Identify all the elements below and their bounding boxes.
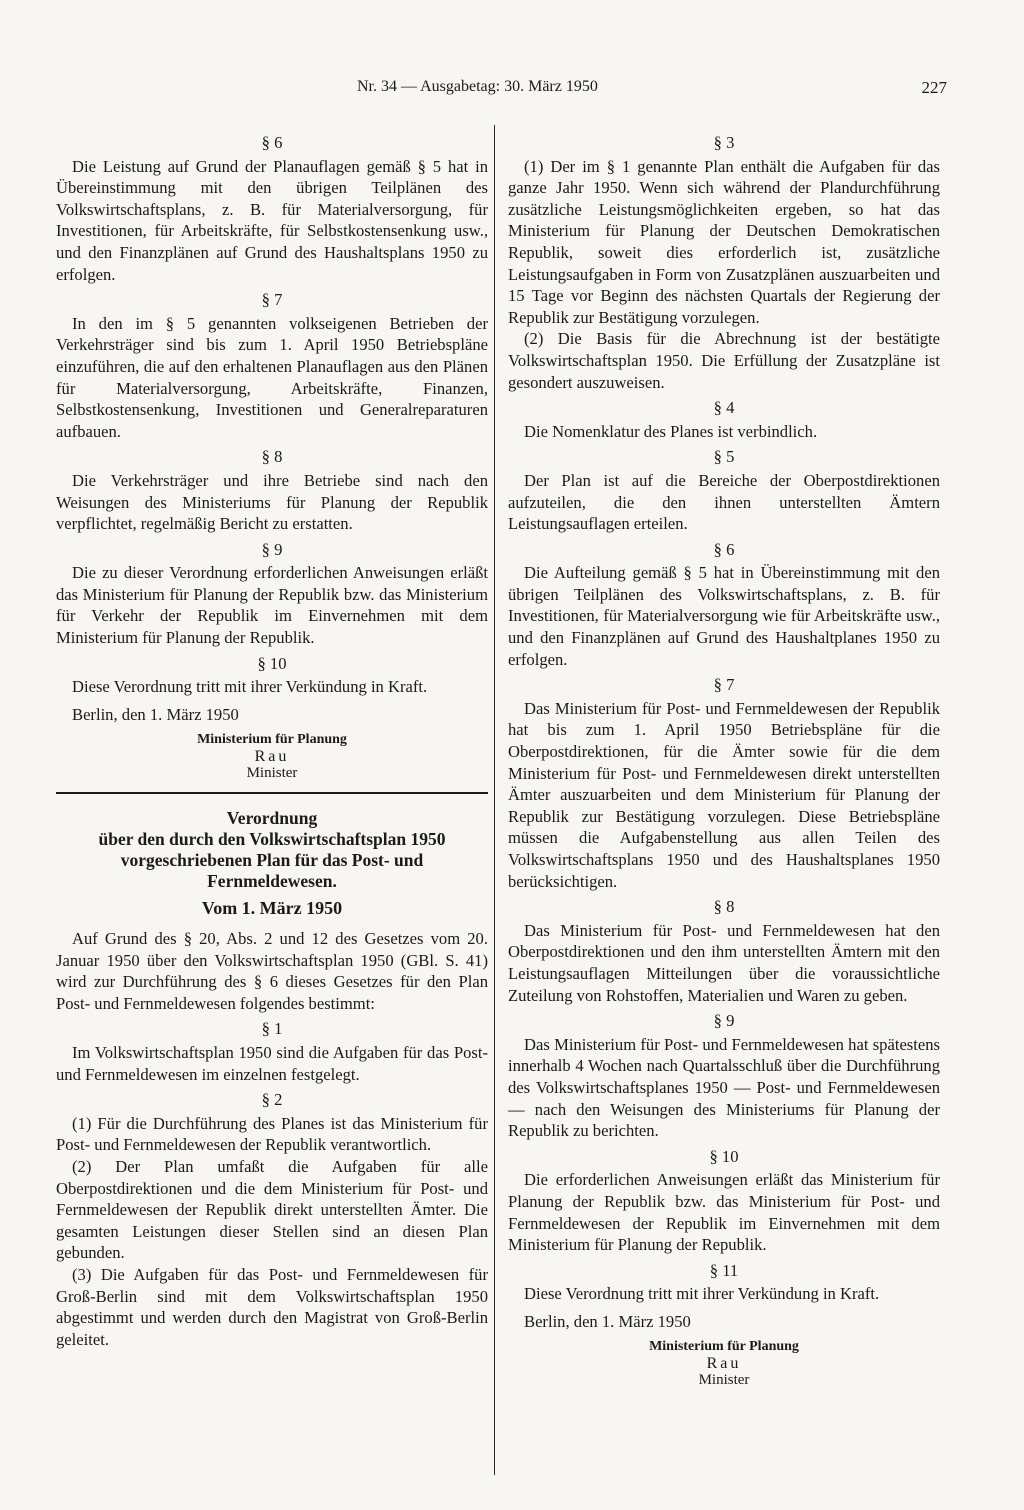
section-heading: § 2 [261,1090,283,1110]
separator-rule [56,792,488,794]
section-text: In den im § 5 genannten volkseigenen Betrieben der Verkehrsträger sind bis zum 1. April 1950 Betriebspläne einzuführen, die auf den erhaltenen Planauflagen aus den Plänen für Materialversorgung, Arbeitskräfte, Finanzen, Selbstkostensenkung, Investitionen und Generalreparaturen aufbauen. [56,313,488,441]
ordinance-title-line1: Verordnung [226,808,318,829]
place-date: Berlin, den 1. März 1950 [72,704,239,724]
section-text: Das Ministerium für Post- und Fernmeldewesen der Republik hat bis zum 1. April 1950 Betriebspläne für die Oberpostdirektionen, für die Ämter sowie für die dem Ministerium für Post- und Fernmeldewesen direkt unterstellten Ämter auszuarbeiten und dem Ministerium für Planung der Republik zur Bestätigung vorzulegen. Diese Betriebspläne müssen die Aufgabenstellung aus allen Teilen des Volkswirtschaftsplans 1950 und des Haushaltsplanes 1950 berücksichtigen. [508,698,940,891]
section-heading: § 3 [713,133,735,152]
signature-title: Minister [698,1372,750,1389]
section-text: Die Verkehrsträger und ihre Betriebe sind nach den Weisungen des Ministeriums für Planung der Republik verpflichtet, regelmäßig Bericht zu erstatten. [56,470,488,534]
section-text: Die zu dieser Verordnung erforderlichen Anweisungen erläßt das Ministerium für Planung der Republik bzw. das Ministerium für Verkehr der Republik im Einvernehmen mit dem Ministerium für Planung der Republik. [56,563,488,648]
ordinance-title-line2: über den durch den Volkswirtschaftsplan 1950 vorgeschriebenen Plan für das Post- und Fernmeldewesen. [98,829,446,892]
column-divider [494,125,495,1475]
signature-title: Minister [246,765,298,782]
section-text: Die erforderlichen Anweisungen erläßt das Ministerium für Planung der Republik bzw. das Ministerium für Post- und Fernmeldewesen der Republik im Einvernehmen mit dem Ministerium für Planung der Republik. [508,1170,940,1255]
section-heading: § 11 [709,1260,739,1280]
section-text: Die Leistung auf Grund der Planauflagen gemäß § 5 hat in Übereinstimmung mit den übrigen Teilplänen des Volkswirtschaftsplans, z. B. für Materialversorgung, für Investitionen, für Arbeitskräfte, für Selbstkostensenkung usw., und den Finanzplänen auf Grund des Haushaltsplans 1950 zu erfolgen. [56,156,488,284]
left-column [56,128,488,1350]
section-heading: § 10 [257,653,287,673]
signature-name: Rau [706,1355,742,1373]
section-text: (2) Der Plan umfaßt die Aufgaben für alle Oberpostdirektionen und die dem Ministerium für Post- und Fernmeldewesen der Republik direkt unterstellten Ämter. Die gesamten Leistungen dieser Stellen sind an diesen Plan gebunden. [56,1156,488,1263]
signature-name: Rau [254,748,290,766]
signature-org: Ministerium für Planung [649,1339,799,1355]
section-heading: § 1 [261,1019,283,1039]
section-heading: § 5 [713,447,735,467]
ordinance-title [56,808,488,892]
section-heading: § 8 [261,447,283,467]
signature-block [508,1338,940,1389]
section-text: Die Aufteilung gemäß § 5 hat in Übereinstimmung mit den übrigen Teilplänen des Volkswirtschaftsplans, z. B. für Investitionen, für Materialversorgung wie für Arbeitskräfte usw., und den Finanzplänen auf Grund des Haushaltplanes 1950 zu erfolgen. [508,563,940,669]
section-text: Diese Verordnung tritt mit ihrer Verkündung in Kraft. [72,677,428,697]
section-heading: § 6 [713,539,735,559]
right-column [508,128,940,1395]
section-text: Der Plan ist auf die Bereiche der Oberpostdirektionen aufzuteilen, die den ihnen unterstellten Ämtern Leistungsauflagen erteilen. [508,470,940,534]
section-heading: § 4 [713,398,735,418]
signature-org: Ministerium für Planung [197,732,347,748]
section-heading: § 8 [713,897,735,917]
preamble-text: Auf Grund des § 20, Abs. 2 und 12 des Gesetzes vom 20. Januar 1950 über den Volkswirtschaftsplan 1950 (GBl. S. 41) wird zur Durchführung des § 6 dieses Gesetzes für den Plan Post- und Fernmeldewesen folgendes bestimmt: [56,929,488,1013]
section-heading: § 6 [261,133,283,152]
section-text: (2) Die Basis für die Abrechnung ist der bestätigte Volkswirtschaftsplan 1950. Die Erfüllung der Zusatzpläne ist gesondert auszuweisen. [508,329,940,392]
section-heading: § 10 [709,1146,739,1166]
section-text: Die Nomenklatur des Planes ist verbindlich. [524,421,818,441]
section-text: (3) Die Aufgaben für das Post- und Fernmeldewesen für Groß-Berlin sind mit dem Volkswirtschaftsplan 1950 abgestimmt und werden durch den Magistrat von Groß-Berlin geleitet. [56,1264,488,1349]
section-text: Diese Verordnung tritt mit ihrer Verkündung in Kraft. [524,1284,880,1304]
section-text: (1) Der im § 1 genannte Plan enthält die Aufgaben für das ganze Jahr 1950. Wenn sich während der Plandurchführung zusätzliche Leistungsmöglichkeiten ergeben, so hat das Ministerium für Planung der Deutschen Demokratischen Republik, soweit dies erforderlich ist, zusätzliche Leistungsaufgaben in Form von Zusatzplänen auszuarbeiten und 15 Tage vor Beginn des nächsten Quartals der Regierung der Republik zur Bestätigung vorzulegen. [508,156,940,327]
section-text: (1) Für die Durchführung des Planes ist das Ministerium für Post- und Fernmeldewesen der Republik verantwortlich. [56,1113,488,1155]
section-text: Im Volkswirtschaftsplan 1950 sind die Aufgaben für das Post- und Fernmeldewesen im einzelnen festgelegt. [56,1043,488,1084]
section-text: Das Ministerium für Post- und Fernmeldewesen hat den Oberpostdirektionen und den ihm unterstellten Ämtern mit den Leistungsauflagen Mitteilungen über die voraussichtliche Zuteilung von Rohstoffen, Materialien und Waren zu geben. [508,920,940,1005]
section-text: Das Ministerium für Post- und Fernmeldewesen hat spätestens innerhalb 4 Wochen nach Quartalsschluß über die Durchführung des Volkswirtschaftsplanes 1950 — Post- und Fernmeldewesen — nach den Weisungen des Ministeriums für Planung der Republik zu berichten. [508,1034,940,1141]
section-heading: § 7 [713,675,735,695]
ordinance-date: Vom 1. März 1950 [201,898,343,919]
section-heading: § 7 [261,290,283,310]
page-number: 227 [921,78,947,97]
section-heading: § 9 [713,1011,735,1031]
section-heading: § 9 [261,539,283,559]
page-header [52,78,947,108]
signature-block [56,731,488,782]
place-date: Berlin, den 1. März 1950 [524,1311,691,1331]
issue-line: Nr. 34 — Ausgabetag: 30. März 1950 [357,78,598,95]
